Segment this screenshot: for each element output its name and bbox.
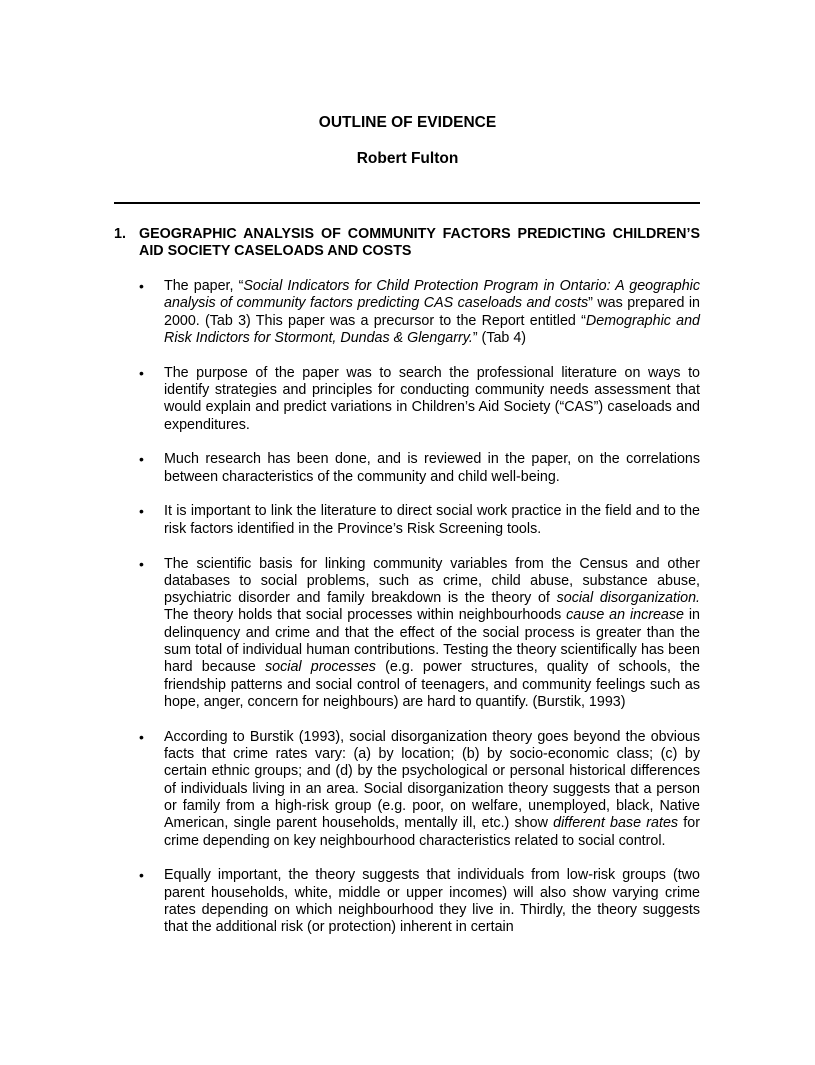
section-heading-text: GEOGRAPHIC ANALYSIS OF COMMUNITY FACTORS PREDICTING CHILDREN’S AID SOCIETY CASELOADS AND COSTS bbox=[139, 226, 700, 259]
bullet-icon: • bbox=[139, 451, 144, 468]
list-item: • According to Burstik (1993), social disorganization theory goes beyond the obvious facts that crime rates vary: (a) by location; (b) by socio-economic class; (c) by certain ethnic groups; and (d) by the psychological or personal historical differences of individuals living in an area. Social disorganization theory suggests that a person or family from a high-risk group (e.g. poor, on welfare, unemployed, black, Native American, single parent households, mentally ill, etc.) show different base rates for crime depending on key neighbourhood characteristics related to social control. bbox=[139, 728, 700, 849]
list-item: • Equally important, the theory suggests that individuals from low-risk groups (two parent households, white, middle or upper incomes) will also show varying crime rates depending on which neighbourhood they live in. Thirdly, the theory suggests that the additional risk (or protection) inherent in certain bbox=[139, 867, 700, 936]
title-divider bbox=[114, 202, 700, 204]
section-number: 1. bbox=[114, 226, 126, 242]
bullet-list bbox=[114, 278, 700, 954]
bullet-icon: • bbox=[139, 555, 144, 572]
bullet-icon: • bbox=[139, 867, 144, 884]
list-item: • It is important to link the literature to direct social work practice in the field and to the risk factors identified in the Province’s Risk Screening tools. bbox=[139, 503, 700, 537]
list-item: • The scientific basis for linking community variables from the Census and other databases to social problems, such as crime, child abuse, substance abuse, psychiatric disorder and family breakdown is the theory of social disorganization. The theory holds that social processes within neighbourhoods cause an increase in delinquency and crime and that the effect of the social process is greater than the sum total of individual human contributions. Testing the theory scientifically has been hard because social processes (e.g. power structures, quality of schools, the friendship patterns and social control of teenagers, and community feelings such as hope, anger, concern for neighbours) are hard to quantify. (Burstik, 1993) bbox=[139, 555, 700, 710]
bullet-icon: • bbox=[139, 364, 144, 381]
bullet-icon: • bbox=[139, 728, 144, 745]
section-heading bbox=[114, 226, 700, 260]
list-item: • The purpose of the paper was to search the professional literature on ways to identify strategies and principles for conducting community needs assessment that would explain and predict variations in Children’s Aid Society (“CAS”) caseloads and expenditures. bbox=[139, 364, 700, 433]
list-item: • Much research has been done, and is reviewed in the paper, on the correlations between characteristics of the community and child well-being. bbox=[139, 451, 700, 485]
list-item: • The paper, “Social Indicators for Child Protection Program in Ontario: A geographic analysis of community factors predicting CAS caseloads and costs” was prepared in 2000. (Tab 3) This paper was a precursor to the Report entitled “Demographic and Risk Indictors for Stormont, Dundas & Glengarry.” (Tab 4) bbox=[139, 278, 700, 346]
document-title: OUTLINE OF EVIDENCE bbox=[318, 114, 497, 131]
bullet-icon: • bbox=[139, 278, 144, 294]
document-author: Robert Fulton bbox=[356, 150, 459, 167]
bullet-icon: • bbox=[139, 503, 144, 520]
